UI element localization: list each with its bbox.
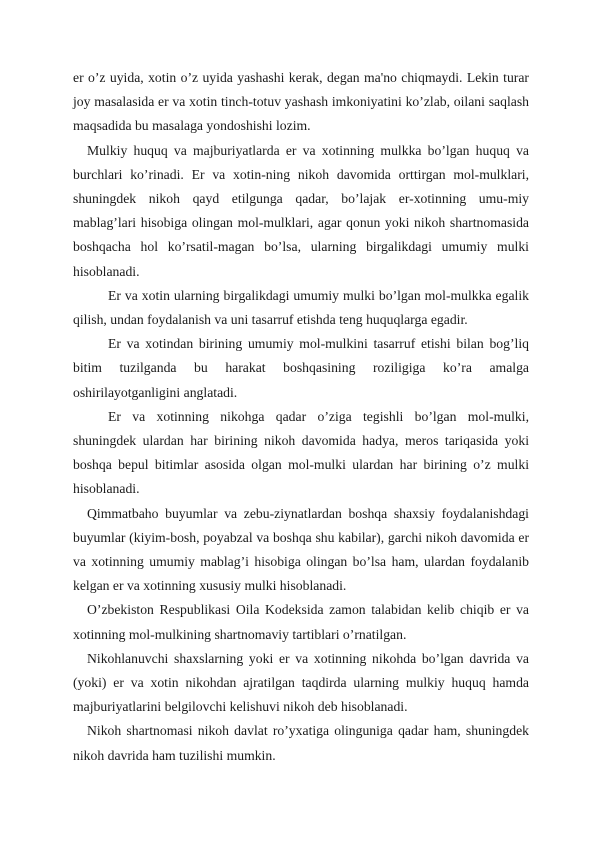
paragraph: Mulkiy huquq va majburiyatlarda er va xotinning mulkka bo’lgan huquq va burchlari ko’rinadi. Er va xotin-ning nikoh davomida orttirgan mol-mulklari, shuningdek nikoh qayd etilgunga qadar, bo’lajak er-xotinning umu-miy mablag’lari hisobiga olingan mol-mulklari, agar qonun yoki nikoh shartnomasida boshqacha hol ko’rsatil-magan bo’lsa, ularning birgalikdagi umumiy mulki hisoblanadi.	[73, 142, 529, 279]
paragraph: O’zbekiston Respublikasi Oila Kodeksida zamon talabidan kelib chiqib er va xotinning mol-mulkining shartnomaviy tartiblari o’rnatilgan.	[73, 602, 529, 642]
paragraph: Nikohlanuvchi shaxslarning yoki er va xotinning nikohda bo’lgan davrida va (yoki) er va xotin nikohdan ajratilgan taqdirda ularning mulkiy huquq hamda majburiyatlarini belgilovchi kelishuvi nikoh deb hisoblanadi.	[73, 650, 529, 715]
paragraph: er o’z uyida, xotin o’z uyida yashashi kerak, degan ma'no chiqmaydi. Lekin turar joy masalasida er va xotin tinch-totuv yashash imkoniyatini ko’zlab, oilani saqlash maqsadida bu masalaga yondoshishi lozim.	[73, 70, 529, 134]
paragraph: Er va xotindan birining umumiy mol-mulkini tasarruf etishi bilan bog’liq bitim tuzilganda bu harakat boshqasining roziligiga ko’ra amalga oshirilayotganligini anglatadi.	[73, 336, 529, 400]
paragraph: Er va xotinning nikohga qadar o’ziga tegishli bo’lgan mol-mulki, shuningdek ulardan har birining nikoh davomida hadya, meros tariqasida yoki boshqa bepul bitimlar asosida olgan mol-mulki ulardan har birining o’z mulki hisoblanadi.	[73, 408, 529, 497]
paragraph: Er va xotin ularning birgalikdagi umumiy mulki bo’lgan mol-mulkka egalik qilish, undan foydalanish va uni tasarruf etishda teng huquqlarga egadir.	[73, 287, 529, 328]
paragraph: Qimmatbaho buyumlar va zebu-ziynatlardan boshqa shaxsiy foydalanishdagi buyumlar (kiyim-bosh, poyabzal va boshqa shu kabilar), garchi nikoh davomida er va xotinning umumiy mablag’i hisobiga olingan bo’lsa ham, ulardan foydalanib kelgan er va xotinning xususiy mulki hisoblanadi.	[73, 505, 529, 594]
paragraph: Nikoh shartnomasi nikoh davlat ro’yxatiga olinguniga qadar ham, shuningdek nikoh davrida ham tuzilishi mumkin.	[73, 723, 529, 763]
